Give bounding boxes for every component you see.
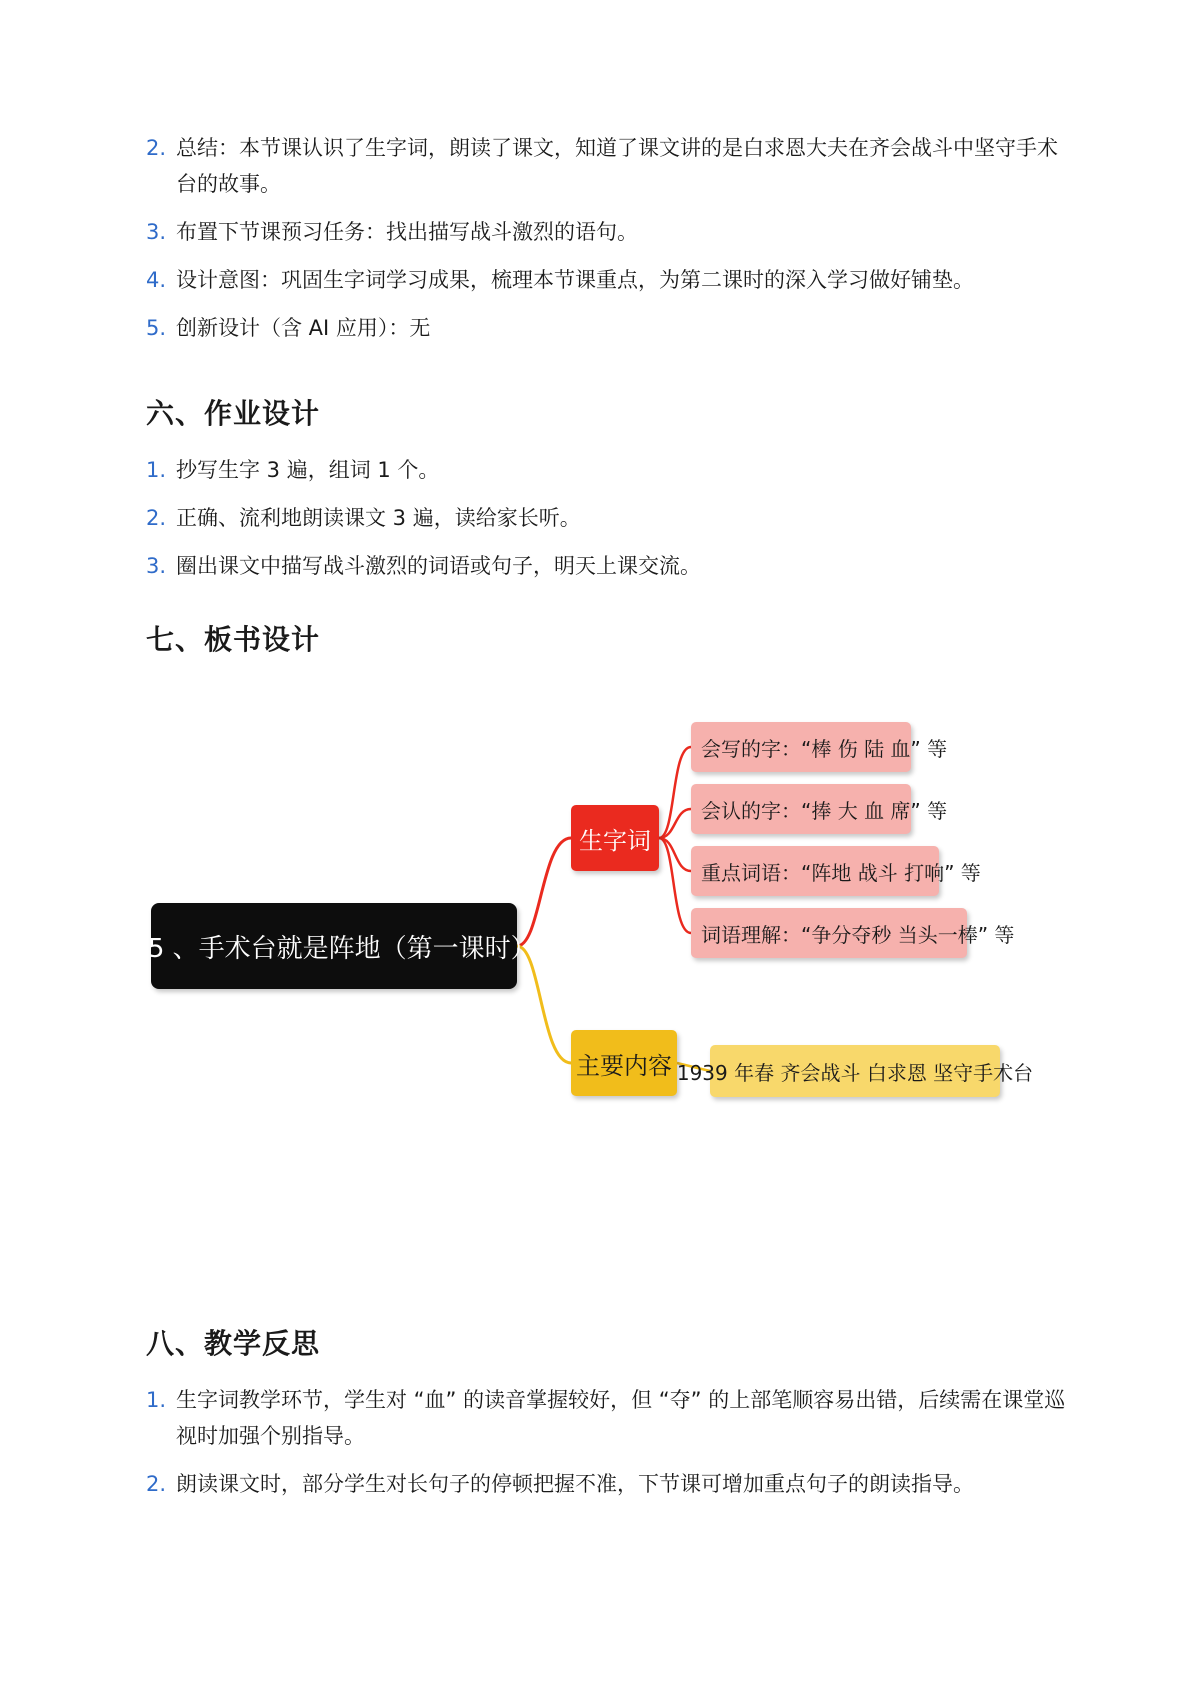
list-number: 2. — [146, 1472, 167, 1496]
list-text: 设计意图：巩固生字词学习成果，梳理本节课重点，为第二课时的深入学习做好铺垫。 — [176, 268, 974, 292]
list-number: 2. — [146, 136, 167, 160]
mindmap-content-leaf: 1939 年春 齐会战斗 白求恩 坚守手术台 — [710, 1045, 1000, 1097]
list-item — [146, 548, 1076, 584]
board-heading: 七、板书设计 — [146, 623, 321, 656]
mindmap-branch-content: 主要内容 — [571, 1030, 677, 1096]
mindmap-leaf: 会写的字：“棒 伤 陆 血” 等 — [691, 722, 911, 772]
mindmap-leaf: 词语理解：“争分夺秒 当头一棒” 等 — [691, 908, 967, 958]
list-text: 生字词教学环节，学生对 “血” 的读音掌握较好，但 “夺” 的上部笔顺容易出错，后续需在课堂巡视时加强个别指导。 — [176, 1388, 1066, 1448]
reflection-list — [146, 1382, 1076, 1514]
mindmap-leaf: 会认的字：“捧 大 血 席” 等 — [691, 784, 911, 834]
reflection-heading: 八、教学反思 — [146, 1327, 321, 1360]
list-number: 2. — [146, 506, 167, 530]
list-item — [146, 130, 1076, 202]
homework-list — [146, 452, 1076, 596]
list-text: 朗读课文时，部分学生对长句子的停顿把握不准，下节课可增加重点句子的朗读指导。 — [176, 1472, 974, 1496]
list-number: 5. — [146, 316, 167, 340]
list-number: 1. — [146, 1388, 167, 1412]
mindmap-leaf: 重点词语：“阵地 战斗 打响” 等 — [691, 846, 939, 896]
summary-list — [146, 130, 1076, 358]
list-item — [146, 452, 1076, 488]
list-item — [146, 310, 1076, 346]
list-item — [146, 262, 1076, 298]
list-text: 创新设计（含 AI 应用）：无 — [176, 316, 431, 340]
list-item — [146, 214, 1076, 250]
list-item — [146, 1466, 1076, 1502]
list-text: 抄写生字 3 遍，组词 1 个。 — [176, 458, 440, 482]
mindmap-branch-words: 生字词 — [571, 805, 659, 871]
list-number: 1. — [146, 458, 167, 482]
list-text: 正确、流利地朗读课文 3 遍，读给家长听。 — [176, 506, 581, 530]
list-text: 总结：本节课认识了生字词，朗读了课文，知道了课文讲的是白求恩大夫在齐会战斗中坚守手术台的故事。 — [176, 136, 1058, 196]
list-number: 4. — [146, 268, 167, 292]
list-number: 3. — [146, 220, 167, 244]
list-text: 布置下节课预习任务：找出描写战斗激烈的语句。 — [176, 220, 638, 244]
list-text: 圈出课文中描写战斗激烈的词语或句子，明天上课交流。 — [176, 554, 701, 578]
mindmap-root: 25 、手术台就是阵地（第一课时） — [151, 903, 517, 989]
list-number: 3. — [146, 554, 167, 578]
list-item — [146, 500, 1076, 536]
list-item — [146, 1382, 1076, 1454]
homework-heading: 六、作业设计 — [146, 397, 321, 430]
board-mindmap — [131, 700, 1034, 1120]
